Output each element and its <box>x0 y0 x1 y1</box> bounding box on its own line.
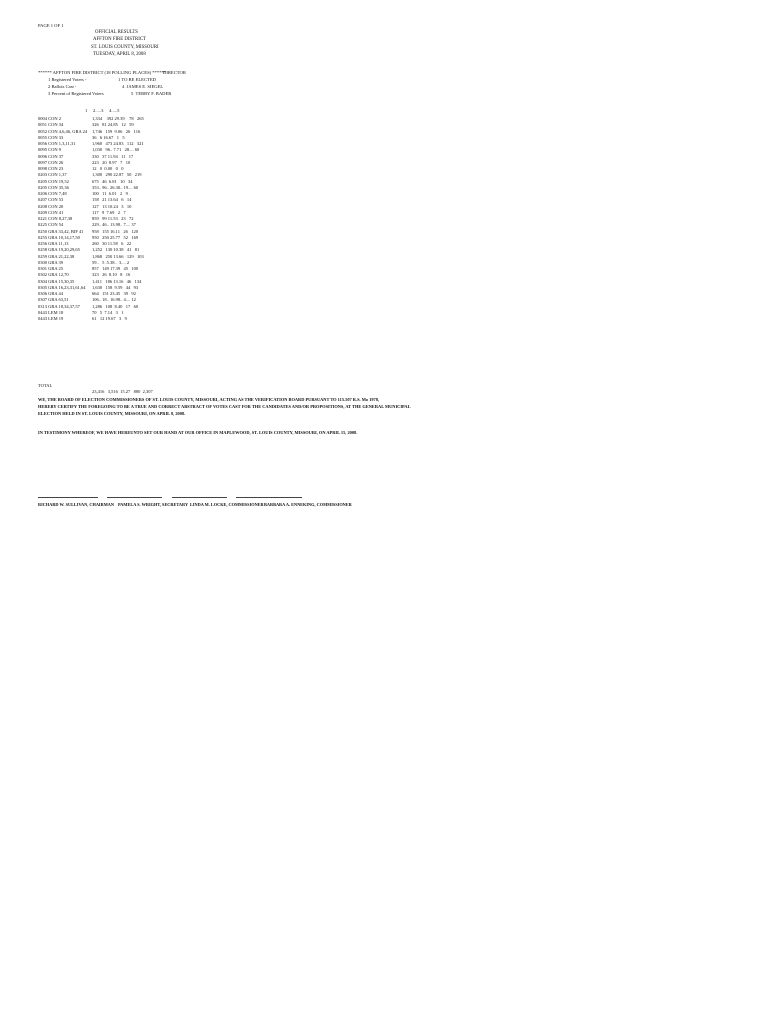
precinct-values: 61 12 19.67 3 9 <box>92 316 127 321</box>
precinct-name: 0096 CON 37 <box>38 153 64 159</box>
precinct-values: 12 0 0.00 0 0 <box>92 166 124 171</box>
precinct-values: 260 30 11.58 6 22 <box>92 241 132 246</box>
precinct-values: 70 5 7.14 3 1 <box>92 309 124 315</box>
precinct-values: 353.. 96.. 26.30.. 19.... 60 <box>92 184 139 190</box>
precinct-name: 0300 GRA 39 <box>38 259 64 265</box>
precinct-values: 675 46 6.81 10 34 <box>92 178 133 184</box>
stat-registered-voters: 1 Registered Voters - <box>48 77 87 82</box>
precinct-values: 229.. 46.. 13.98.. 7.... 37 <box>92 222 136 228</box>
precinct-values: 223 20 8.97 7 10 <box>92 159 131 165</box>
signatory-commissioner-2: BARBARA A. ENNEKING, COMMISSIONER <box>264 502 352 507</box>
stat-percent-registered: 3 Percent of Registered Voters <box>48 91 104 96</box>
precinct-values: 1,286 108 8.40 17 60 <box>92 303 139 309</box>
precinct-values: 664 151 23.45 39 92 <box>92 291 136 296</box>
column-header: 1 2.....3 4.....5 <box>85 108 120 113</box>
precinct-values: 1,300 290 22.87 50 219 <box>92 172 142 178</box>
candidate-5: 5 TERRY F. BADER <box>131 91 172 96</box>
precinct-values: 1,411 186 13.16 46 134 <box>92 278 142 284</box>
precinct-name: 0004 CON 2 <box>38 116 62 121</box>
precinct-name: 0255 GRA 10,14,17,50 <box>38 234 80 240</box>
precinct-values: 857 149 17.39 45 100 <box>92 266 139 271</box>
precinct-values: 100 11 6.01 2 9 <box>92 191 128 196</box>
signatory-chairman: RICHARD W. SULLIVAN, CHAIRMAN <box>38 502 114 507</box>
precinct-values: 326 81 24.85 12 59 <box>92 122 134 128</box>
precinct-name: 0056 CON 1,3,11,31 <box>38 141 76 146</box>
precinct-values: 158 21 13.64 6 14 <box>92 197 132 203</box>
precinct-values: 59.. 5 .5.38.. 3.... 2 <box>92 259 130 265</box>
precinct-name: 0305 GRA 16,23,31,61,64 <box>38 284 86 290</box>
precinct-name: 0209 CON 41 <box>38 209 64 215</box>
precinct-name: 0250 GRA 33,42, BIF 41 <box>38 228 84 234</box>
certification-line-1: WE, THE BOARD OF ELECTION COMMISSIONERS OF ST. LOUIS COUNTY, MISSOURI, ACTING AS THE VERIFICATION BOARD PURSUANT TO 115.507 R.S. Mo 1978, <box>38 397 380 402</box>
total-label: TOTAL <box>38 383 53 388</box>
precinct-name: 0259 GRA 21,22,38 <box>38 253 75 259</box>
precinct-name: 0207 CON 53 <box>38 197 64 203</box>
precinct-name: 0301 GRA 25 <box>38 266 64 271</box>
signature-line-1 <box>38 497 98 498</box>
precinct-values: 36 6 16.67 1 5 <box>92 134 125 140</box>
precinct-name: 0051 CON 34 <box>38 122 64 128</box>
page-number: PAGE 1 OF 1 <box>38 23 64 28</box>
certification-line-2: HEREBY CERTIFY THE FOREGOING TO BE A TRUE AND CORRECT ABSTRACT OF VOTES CAST FOR THE CANDIDATES AND/OR PROPOSITIONS, AT THE GENERAL MUNICIPAL <box>38 404 411 409</box>
header-results-title: OFFICIAL RESULTS <box>95 30 138 35</box>
precinct-values: 117 9 7.69 2 7 <box>92 209 126 215</box>
precinct-values: 106.. 18.. 16.98.. 4.... 12 <box>92 297 136 303</box>
stat-ballots-cast: 2 Ballots Cast - <box>48 84 77 89</box>
precinct-name: 0206 CON 7,48 <box>38 191 67 196</box>
precinct-values: 1,030 96.. 7.71 28.... 60 <box>92 147 140 153</box>
certification-line-3: ELECTION HELD IN ST. LOUIS COUNTY, MISSOURI, ON APRIL 8, 2008. <box>38 411 186 416</box>
candidate-4: 4 JAMES E. SIEGEL <box>122 84 164 89</box>
precinct-values: 1,746 159 9.06 26 116 <box>92 128 141 134</box>
precinct-name: 0055 CON 33 <box>38 134 64 140</box>
header-county: ST. LOUIS COUNTY, MISSOURI <box>91 45 159 50</box>
precinct-values: 127 13 10.24 3 10 <box>92 203 132 209</box>
testimony-statement: IN TESTIMONY WHEREOF, WE HAVE HEREUNTO SET OUR HAND AT OUR OFFICE IN MAPLEWOOD, ST. LOUIS COUNTY, MISSOURI, ON APRIL 15, 2008. <box>38 430 358 435</box>
signature-line-2 <box>107 497 162 498</box>
precinct-name: 0443 LEM 18 <box>38 309 64 315</box>
precinct-values: 323 26 8.10 8 16 <box>92 272 131 278</box>
total-values: 23,416 3,516 15.27 880 2,307 <box>92 389 153 394</box>
precinct-name: 0205 CON 19,52 <box>38 178 69 184</box>
precinct-values: 1,252 130 10.38 41 81 <box>92 247 140 253</box>
signatory-secretary: PAMELA S. WRIGHT, SECRETARY <box>118 502 189 507</box>
precinct-name: 0203 CON 1,37 <box>38 172 67 178</box>
precinct-name: 0205 CON 35,36 <box>38 184 69 190</box>
precinct-name: 0095 CON 9 <box>38 147 62 153</box>
precinct-values: 1,630 158 9.59 44 93 <box>92 284 139 290</box>
precinct-name: 0052 CON 4,6,46, GRA 24 <box>38 128 88 134</box>
precinct-values: 859 99 11.53 23 72 <box>92 216 134 221</box>
precinct-name: 0307 GRA 63,51 <box>38 297 69 303</box>
precinct-name: 0313 GRA 18,34,37,57 <box>38 303 80 309</box>
precinct-values: 330 37 11.94 11 17 <box>92 153 134 159</box>
precinct-name: 0221 CON 8,27,38 <box>38 216 73 221</box>
precinct-values: 958 155 16.11 26 120 <box>92 228 138 234</box>
header-date: TUESDAY, APRIL 8, 2008 <box>93 52 146 57</box>
contest-office: DIRECTOR <box>163 70 186 75</box>
precinct-name: 0258 GRA 19,20,29,65 <box>38 247 80 253</box>
precinct-name: 0256 GRA 11,13 <box>38 241 69 246</box>
candidate-to-be-elected: 1 TO BE ELECTED <box>118 77 156 82</box>
precinct-name: 0304 GRA 15,30,35 <box>38 278 75 284</box>
precinct-values: 1,960 473 24.83 112 321 <box>92 141 144 146</box>
precinct-name: 0097 CON 26 <box>38 159 64 165</box>
signature-line-4 <box>236 497 302 498</box>
contest-title: ****** AFFTON FIRE DISTRICT (18 POLLING PLACES) ****** <box>38 70 167 75</box>
signatory-commissioner-1: LINDA M. LOCKE, COMMISSIONER <box>190 502 264 507</box>
precinct-name: 0306 GRA 44 <box>38 291 64 296</box>
precinct-name: 0208 CON 20 <box>38 203 64 209</box>
precinct-name: 0098 CON 23 <box>38 166 64 171</box>
signature-line-3 <box>172 497 227 498</box>
precinct-values: 950 250 25.77 52 169 <box>92 234 139 240</box>
precinct-values: 1,334 392 29.39 78 265 <box>92 116 144 121</box>
precinct-name: 0225 CON 54 <box>38 222 64 228</box>
precinct-values: 1,868 250 13.66 129 103 <box>92 253 144 259</box>
header-district: AFFTON FIRE DISTRICT <box>93 37 146 42</box>
precinct-name: 0302 GRA 12,70 <box>38 272 69 278</box>
total-row <box>38 377 153 394</box>
precinct-name: 0443 LEM 19 <box>38 316 64 321</box>
